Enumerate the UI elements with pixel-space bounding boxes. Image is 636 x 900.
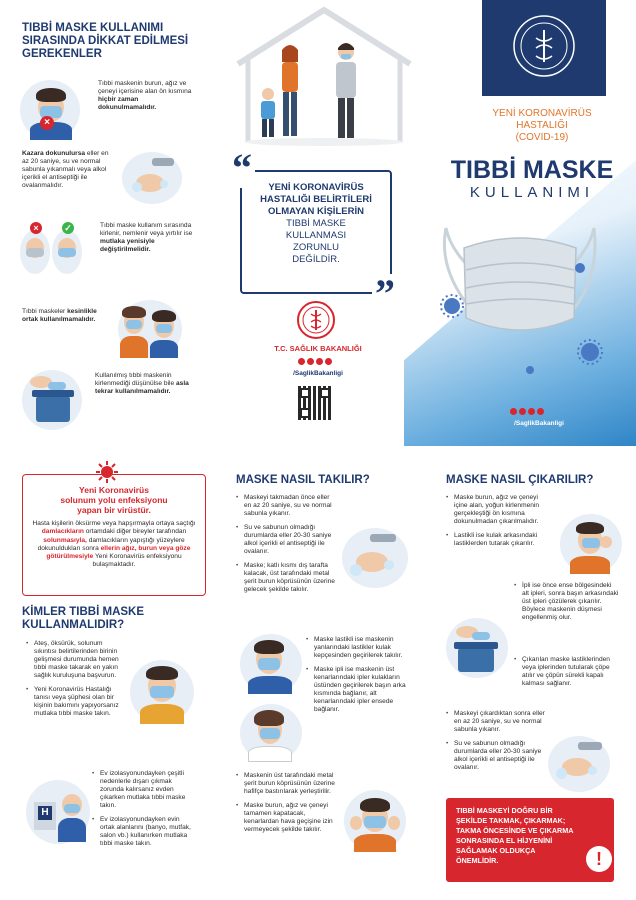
subtitle-line3: (COVID-19) [515, 132, 569, 143]
kimler-title-line1: KİMLER TIBBİ MASKE [22, 606, 145, 618]
adjust-mask-illustration [344, 790, 406, 852]
quote-bold-line2: HASTALIĞI BELİRTİLERİ [260, 194, 372, 205]
kimler-title [22, 606, 212, 632]
put-on-mask-illustration [240, 634, 302, 694]
cikarilir-bullet1: • Maske burun, ağız ve çeneyi içine alan, yoğun kirlenmenin gerçekleştiği ön kısmına dokunulmadan çıkarılmalıdır. [446, 494, 552, 526]
main-title-2: KULLANIMI [469, 184, 595, 201]
ministry-seal [482, 0, 606, 96]
takilir-bullet2: • Su ve sabunun olmadığı durumlarda eller 20-30 saniye alkol içerikli el antiseptiği ile ovalanır. [236, 524, 336, 556]
takilir-bullet7: • Maske burun, ağız ve çeneyi tamamen kapatacak, kenarlardan hava geçişine izin vermeyecek şekilde takılır. [236, 802, 340, 834]
takilir-bullet6: • Maskenin üst tarafındaki metal şerit burun köprüsünün üzerine hafifçe bastırılarak yerleştirilir. [236, 772, 340, 796]
cikarilir-col3 [514, 656, 620, 694]
subtitle-line1: YENİ KORONAVİRÜS [492, 108, 592, 119]
virus-body: Hasta kişilerin öksürme veya hapşırmayla ortaya saçtığı damlacıkların ortamdaki diğer bireyler tarafından solunmasıyla, damlacıkların yapıştığı yüzeylere dokunuldukları sonra ellerin ağız, burun veya göze götürülmesiyle Yeni Koronavirüs enfeksiyonu bulaşmaktadır. [32, 520, 196, 569]
touch-mask-illustration [20, 80, 80, 140]
quote-bold-line1: YENİ KORONAVİRÜS [268, 182, 364, 193]
top-left-title-line2: SIRASINDA DİKKAT EDİLMESİ [22, 35, 189, 47]
tie-mask-illustration [240, 704, 302, 762]
cikarilir-bullet2: • Lastikli ise kulak arkasındaki lastiklerden tutarak çıkarılır. [446, 532, 552, 548]
top-left-title-line3: GEREKENLER [22, 48, 102, 60]
kimler-bullet2: • Yeni Koronavirüs Hastalığı tanısı veya şüphesi olan bir kişinin bakımını yapıyorsanız mutlaka tıbbi maske takın. [26, 686, 126, 718]
correct-icon: ✓ [62, 222, 74, 234]
social-icons-center [298, 358, 338, 366]
takilir-col3 [236, 772, 340, 840]
ministry-handle-right[interactable]: /SaglikBakanligi [514, 420, 564, 427]
cikarilir-bullet5: • Maskeyi çıkardıktan sonra eller en az 20 saniye, su ve normal sabunla yıkanır. [446, 710, 546, 734]
quote-open-mark: “ [229, 148, 255, 188]
home-isolation-illustration [26, 780, 90, 844]
item4-text: Tıbbi maskeler kesinlikle ortak kullanılmamalıdır. [22, 308, 97, 323]
virus-title-line2: solunum yolu enfeksiyonu [60, 495, 168, 505]
top-left-title [22, 22, 202, 61]
coughing-person-illustration [130, 660, 194, 724]
remove-mask-illustration [560, 514, 622, 574]
cikarilir-col1 [446, 494, 552, 554]
twitter-icon[interactable] [307, 358, 314, 365]
handwash-illustration [122, 152, 182, 204]
takilir-title: MASKE NASIL TAKILIR? [236, 474, 370, 486]
takilir-bullet4: • Maske lastikli ise maskenin yanlarındaki lastikler kulak kepçesinden geçirilerek takılır. [306, 636, 410, 660]
ministry-handle[interactable]: /SaglikBakanligi [293, 370, 343, 377]
takilir-bullet5: • Maske ipli ise maskenin üst kenarlarındaki ipler kulakların üstünden geçirilerek başın arka kısmında bağlanır, alt kenarlarındaki ipler ensede bağlanır. [306, 666, 410, 714]
youtube-icon[interactable] [325, 358, 332, 365]
subtitle-line2: HASTALIĞI [516, 120, 568, 131]
quote-text [244, 182, 388, 266]
warning-line5: SAĞLAMAK OLDUKÇA [456, 846, 536, 855]
warning-box [446, 798, 614, 882]
quote-bold-line3: OLMAYAN KİŞİLERİN [268, 206, 364, 217]
cikarilir-bullet6: • Su ve sabunun olmadığı durumlarda eller 20-30 saniye alkol içerikli el antiseptiği ile ovalanır. [446, 740, 546, 772]
youtube-icon[interactable] [537, 408, 544, 415]
cikarilir-bullet4: • Çıkarılan maske lastiklerinden veya iplerinden tutularak çöpe atılır ve çöpün sürekli kapalı kalması sağlanır. [514, 656, 620, 688]
warning-line2: ŞEKİLDE TAKMAK, ÇIKARMAK; [456, 816, 566, 825]
item2-text: Kazara dokunulursa eller en az 20 saniye, su ve normal sabunla yıkanmalı veya alkol içerikli el antiseptiği ile ovalanmalıdır. [22, 150, 109, 189]
instagram-icon[interactable] [316, 358, 323, 365]
kimler-title-line2: KULLANMALIDIR? [22, 619, 125, 631]
cikarilir-bullet3: • İpli ise önce ense bölgesindeki alt ipleri, sonra başın arkasındaki üst ipleri çözülerek çıkarılır. Böylece maskenin düşmesi engellenmiş olur. [514, 582, 620, 622]
facebook-icon[interactable] [510, 408, 517, 415]
instagram-icon[interactable] [528, 408, 535, 415]
item1-text: Tıbbi maskenin burun, ağız ve çeneyi içerisine alan ön kısmına hiçbir zaman dokunulmamalıdır. [98, 80, 192, 111]
dispose-mask-illustration [446, 618, 508, 678]
shared-mask-illustration [118, 300, 182, 358]
main-title: TIBBİ MASKE [450, 156, 614, 184]
wash-after-illustration [548, 736, 610, 792]
qr-code[interactable] [298, 386, 332, 420]
subtitle-block [460, 108, 624, 144]
warning-line3: TAKMA ÖNCESİNDE VE ÇIKARMA [456, 826, 574, 835]
kimler-col2 [92, 770, 196, 854]
top-left-title-line1: TIBBİ MASKE KULLANIMI [22, 22, 164, 34]
virus-title-line3: yapan bir virüstür. [77, 505, 151, 515]
house-illustration [228, 6, 420, 146]
kimler-bullet1: • Ateş, öksürük, solunum sıkıntısı belirtilerinden birinin gelişmesi durumunda hemen tıbbi maske takarak en yakın sağlık kuruluşuna başvurun. [26, 640, 126, 680]
wrong-icon: × [30, 222, 42, 234]
trash-mask-illustration [22, 370, 82, 430]
wash-hands-illustration [342, 528, 408, 588]
takilir-col1 [236, 494, 336, 600]
cikarilir-col4 [446, 710, 546, 778]
quote-line5: KULLANMASI [285, 230, 347, 241]
virus-info-box [22, 474, 206, 596]
warning-line1: TIBBİ MASKEYİ DOĞRU BİR [456, 806, 553, 815]
mask-change-illustration [20, 222, 84, 278]
cikarilir-title: MASKE NASIL ÇIKARILIR? [446, 474, 594, 486]
warning-line6: ÖNEMLİDİR. [456, 856, 499, 865]
ministry-name: T.C. SAĞLIK BAKANLIĞI [274, 344, 362, 353]
warning-exclamation-icon: ! [586, 846, 612, 872]
takilir-col2 [306, 636, 410, 720]
quote-close-mark: ” [372, 274, 398, 314]
takilir-bullet3: • Maske; katlı kısmı dış tarafta kalacak, üst tarafındaki metal şerit burun köprüsünün üzerine gelecek şekilde takılır. [236, 562, 336, 594]
virus-particles [440, 260, 636, 380]
item3-text: Tıbbi maske kullanım sırasında kirlenir, nemlenir veya yırtılır ise mutlaka yenisiyle değiştirilmelidir. [100, 222, 193, 253]
facebook-icon[interactable] [298, 358, 305, 365]
no-touch-icon: × [40, 116, 54, 130]
ministry-logo [296, 300, 336, 340]
quote-line6: ZORUNLU [293, 242, 339, 253]
twitter-icon[interactable] [519, 408, 526, 415]
ministry-badge [482, 0, 606, 96]
social-icons-right [510, 408, 550, 416]
quote-line7: DEĞİLDİR. [292, 254, 340, 265]
virus-title-line1: Yeni Koronavirüs [79, 485, 149, 495]
takilir-bullet1: • Maskeyi takmadan önce eller en az 20 saniye, su ve normal sabunla yıkanır. [236, 494, 336, 518]
quote-line4: TIBBİ MASKE [286, 218, 346, 229]
kimler-bullet4: • Ev izolasyonundayken evin ortak alanlarını (banyo, mutfak, salon vb.) kullanırken mutlaka tıbbi maske takın. [92, 816, 196, 848]
hospital-icon: H [38, 806, 52, 820]
cikarilir-col2 [514, 582, 620, 628]
warning-line4: SONRASINDA EL HİJYENİNİ [456, 836, 553, 845]
kimler-bullet3: • Ev izolasyonundayken çeşitli nedenlerle dışarı çıkmak zorunda kalırsanız evden çıkarken mutlaka tıbbi maske takın. [92, 770, 196, 810]
kimler-col1 [26, 640, 126, 724]
item5-text: Kullanılmış tıbbi maskenin kirlenmediği düşünülse bile asla tekrar kullanılmamalıdır. [95, 372, 189, 395]
